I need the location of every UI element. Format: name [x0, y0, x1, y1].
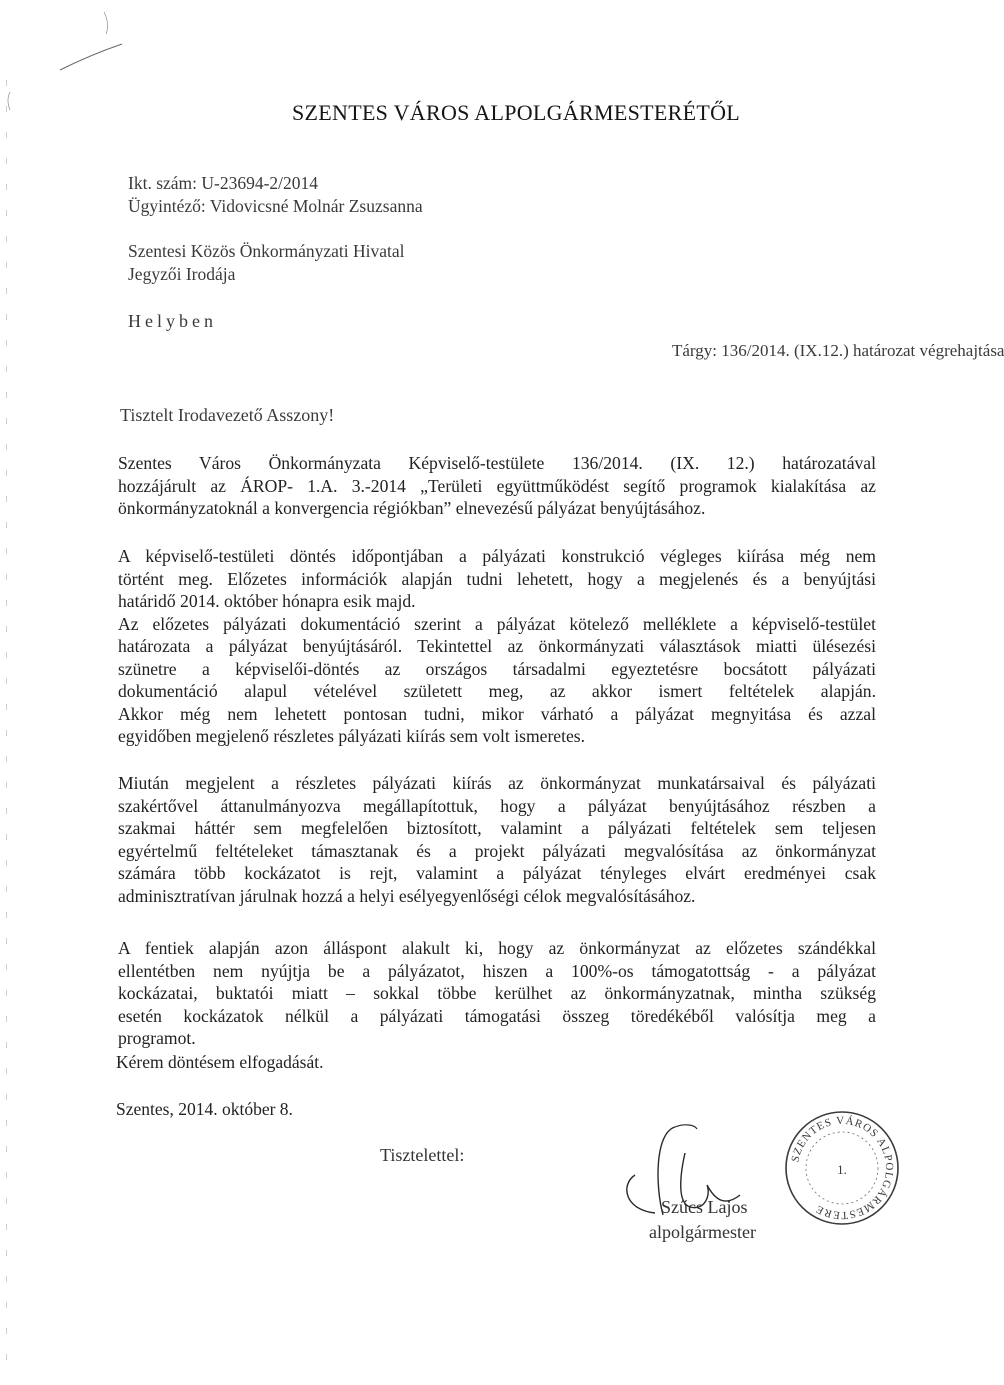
svg-text:SZENTES VÁROS ALPOLGÁRMESTERE: SZENTES VÁROS ALPOLGÁRMESTERE [789, 1114, 896, 1222]
regards-line: Tisztelettel: [380, 1145, 465, 1165]
paragraph-line: számára több kockázatot is rejt, valamint a pályázat tényleges elvárt eredményei csak [118, 863, 876, 883]
paragraph-line: ellentétben nem nyújtja be a pályázatot, hiszen a 100%-os támogatottság - a pályázat [118, 960, 876, 981]
paragraph-line: egyértelmű feltételeket támasztanak és a projekt pályázati megvalósítása az önkormányzat [118, 840, 876, 861]
body-paragraph-4 [118, 937, 876, 1050]
scan-margin-mark [6, 80, 7, 1370]
place-and-date: Szentes, 2014. október 8. [116, 1099, 293, 1119]
body-paragraph-1 [118, 452, 876, 520]
body-paragraph-2 [118, 545, 876, 748]
signatory-title: alpolgármester [649, 1222, 756, 1242]
paragraph-line: szünetre a képviselői-döntés az országos társadalmi egyeztetésre bocsátott pályázati [118, 658, 876, 679]
scan-corner-marks [0, 0, 960, 100]
reference-number: Ikt. szám: U-23694-2/2014 [128, 173, 319, 193]
paragraph-line: határidő 2014. október hónapra esik majd. [118, 591, 416, 611]
signatory-name: Szűcs Lajos [661, 1197, 748, 1217]
document-title: SZENTES VÁROS ALPOLGÁRMESTERÉTŐL [292, 100, 740, 125]
paragraph-line: dokumentáció alapul vételével született meg, az akkor ismert feltételek alapján. [118, 681, 876, 701]
paragraph-line: egyidőben megjelenő részletes pályázati kiírás sem volt ismeretes. [118, 726, 586, 746]
paragraph-line: szakértővel áttanulmányozva megállapítottuk, hogy a pályázat benyújtásához részben a [118, 795, 876, 816]
paragraph-line: kockázatai, buktatói miatt – sokkal többe kerülhet az önkormányzatnak, mintha szükség [118, 983, 876, 1003]
svg-text:1.: 1. [837, 1162, 847, 1177]
location-line: Helyben [128, 311, 217, 331]
salutation: Tisztelt Irodavezető Asszony! [120, 405, 335, 425]
paragraph-line: Miután megjelent a részletes pályázati kiírás az önkormányzat munkatársaival és pályázati [118, 773, 876, 793]
recipient-office: Szentesi Közös Önkormányzati Hivatal [128, 241, 405, 261]
paragraph-line: történt meg. Előzetes információk alapján tudni lehetett, hogy a megjelenés és a benyújtási [118, 568, 876, 589]
subject-line: Tárgy: 136/2014. (IX.12.) határozat végrehajtása [672, 341, 1004, 360]
paragraph-line: önkormányzatoknál a konvergencia régiókban” elnevezésű pályázat benyújtásához. [118, 498, 706, 518]
closing-request: Kérem döntésem elfogadását. [116, 1052, 324, 1072]
paragraph-line: adminisztratívan járulnak hozzá a helyi esélyegyenlőségi célok megvalósításához. [118, 885, 696, 906]
paragraph-line: esetén kockázatok nélkül a pályázati támogatási összeg töredékéből valósítja meg a [118, 1005, 876, 1026]
paragraph-line: programot. [118, 1028, 196, 1048]
body-paragraph-3 [118, 772, 876, 907]
paragraph-line: Az előzetes pályázati dokumentáció szerint a pályázat kötelező melléklete a képviselő-testület [118, 613, 876, 634]
paragraph-line: szakmai háttér sem megfelelően biztosított, valamint a pályázati feltételek sem teljesen [118, 818, 876, 838]
recipient-department: Jegyzői Irodája [128, 264, 236, 284]
paragraph-line: Szentes Város Önkormányzata Képviselő-testülete 136/2014. (IX. 12.) határozatával [118, 453, 876, 473]
paragraph-line: A fentiek alapján azon álláspont alakult ki, hogy az önkormányzat az előzetes szándékkal [118, 938, 876, 958]
official-stamp [782, 1108, 902, 1228]
paragraph-line: A képviselő-testületi döntés időpontjában a pályázati konstrukció végleges kiírása még nem [118, 546, 876, 566]
paragraph-line: hozzájárult az ÁROP- 1.A. 3.-2014 „Területi együttműködést segítő programok kialakítása az [118, 475, 876, 496]
paragraph-line: határozata a pályázat benyújtásáról. Tekintettel az önkormányzati választások miatti ülésezési [118, 636, 876, 656]
paragraph-line: Akkor még nem lehetett pontosan tudni, mikor várható a pályázat megnyitása és azzal [118, 703, 876, 724]
case-administrator: Ügyintéző: Vidovicsné Molnár Zsuzsanna [128, 196, 423, 216]
